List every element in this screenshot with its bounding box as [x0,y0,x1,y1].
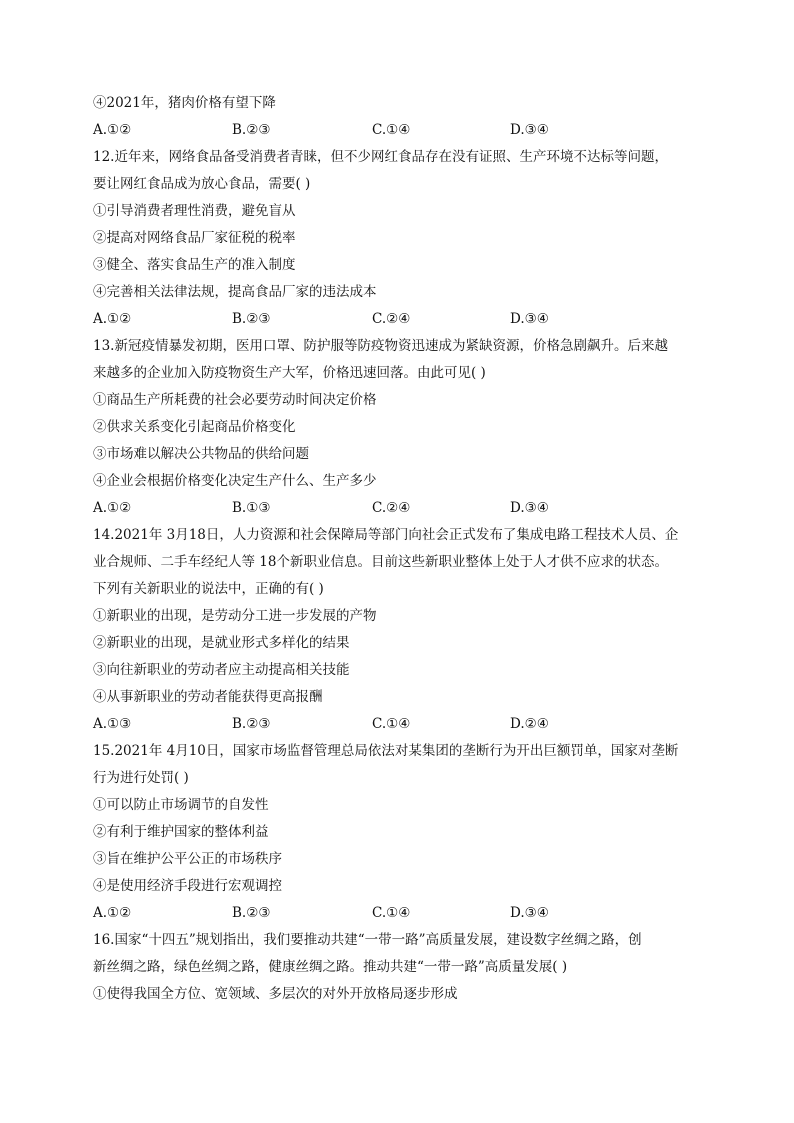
answer-options-row [93,711,703,738]
answer-option-d: D.③④ [510,311,549,327]
text-line: ④2021年，猪肉价格有望下降 [93,95,276,111]
answer-options-row [93,495,703,522]
answer-option-b: B.②③ [232,905,271,921]
text-line: 新丝绸之路，绿色丝绸之路，健康丝绸之路。推动共建“一带一路”高质量发展( ) [93,959,568,975]
answer-option-c: C.②④ [372,311,411,327]
answer-option-d: D.③④ [510,500,549,516]
text-line: 行为进行处罚( ) [93,770,189,786]
text-line: ④完善相关法律法规，提高食品厂家的违法成本 [93,284,377,300]
text-line: 来越多的企业加入防疫物资生产大军，价格迅速回落。由此可见( ) [93,365,486,381]
answer-option-d: D.③④ [510,122,549,138]
text-line: 14.2021年 3月18日，人力资源和社会保障局等部门向社会正式发布了集成电路工程技术人员、企 [93,527,679,543]
answer-option-c: C.②④ [372,500,411,516]
answer-options-row [93,117,703,144]
answer-option-d: D.③④ [510,905,549,921]
text-line: ①可以防止市场调节的自发性 [93,797,269,813]
text-line: ②有利于维护国家的整体利益 [93,824,269,840]
answer-option-b: B.②③ [232,122,271,138]
text-line: 13.新冠疫情暴发初期，医用口罩、防护服等防疫物资迅速成为紧缺资源，价格急剧飙升。后来越 [93,338,668,354]
answer-option-d: D.②④ [510,716,549,732]
text-line: 16.国家“十四五”规划指出，我们要推动共建“一带一路”高质量发展，建设数字丝绸之路，创 [93,932,642,948]
answer-option-b: B.②③ [232,716,271,732]
document-page [93,90,703,1008]
answer-option-b: B.①③ [232,500,271,516]
answer-option-a: A.①③ [93,716,132,732]
text-line: 要让网红食品成为放心食品，需要( ) [93,176,311,192]
text-line: ④是使用经济手段进行宏观调控 [93,878,282,894]
text-line: 12.近年来，网络食品备受消费者青睐，但不少网红食品存在没有证照、生产环境不达标等问题， [93,149,668,165]
text-line: ②供求关系变化引起商品价格变化 [93,419,296,435]
answer-option-a: A.①② [93,905,132,921]
text-line: ①使得我国全方位、宽领域、多层次的对外开放格局逐步形成 [93,986,458,1002]
text-line: ③旨在维护公平公正的市场秩序 [93,851,282,867]
answer-option-c: C.①④ [372,905,411,921]
text-line: ②提高对网络食品厂家征税的税率 [93,230,296,246]
text-line: ①商品生产所耗费的社会必要劳动时间决定价格 [93,392,377,408]
text-line: 15.2021年 4月10日，国家市场监督管理总局依法对某集团的垄断行为开出巨额罚单，国家对垄断 [93,743,679,759]
text-line: ④企业会根据价格变化决定生产什么、生产多少 [93,473,377,489]
answer-options-row [93,306,703,333]
answer-option-a: A.①② [93,500,132,516]
text-line: ①新职业的出现，是劳动分工进一步发展的产物 [93,608,377,624]
answer-option-c: C.①④ [372,122,411,138]
answer-option-a: A.①② [93,122,132,138]
text-line: 下列有关新职业的说法中，正确的有( ) [93,581,324,597]
text-line: ①引导消费者理性消费，避免盲从 [93,203,296,219]
answer-option-a: A.①② [93,311,132,327]
text-line: ③健全、落实食品生产的准入制度 [93,257,296,273]
answer-option-b: B.②③ [232,311,271,327]
answer-option-c: C.①④ [372,716,411,732]
text-line: 业合规师、二手车经纪人等 18个新职业信息。目前这些新职业整体上处于人才供不应求的状态。 [93,554,668,570]
text-line: ③向往新职业的劳动者应主动提高相关技能 [93,662,350,678]
answer-options-row [93,900,703,927]
text-line: ④从事新职业的劳动者能获得更高报酬 [93,689,323,705]
text-line: ②新职业的出现，是就业形式多样化的结果 [93,635,350,651]
text-line: ③市场难以解决公共物品的供给问题 [93,446,309,462]
